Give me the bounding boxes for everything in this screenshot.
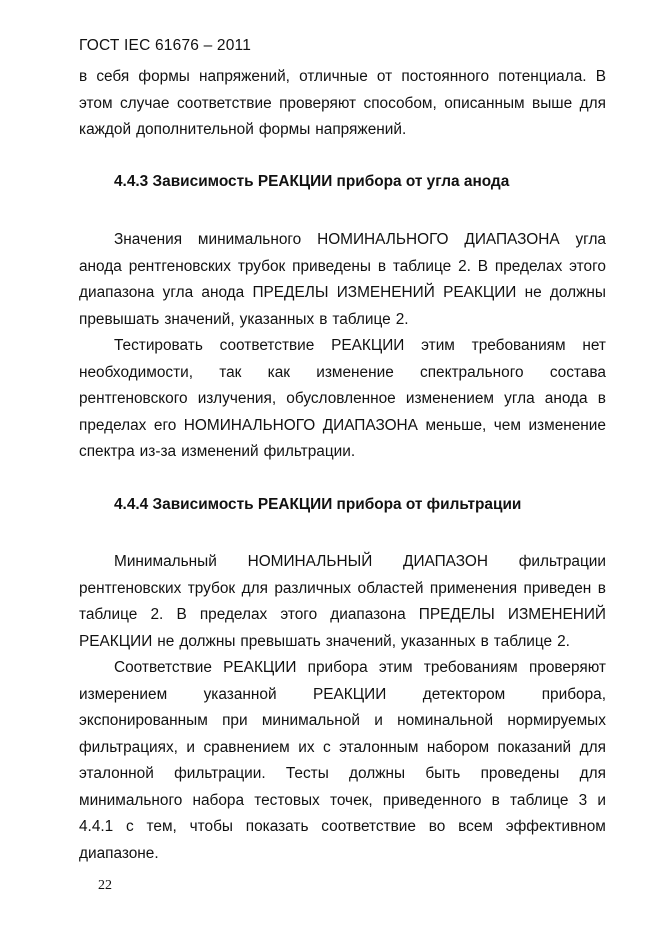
- word: как: [267, 363, 291, 381]
- text-line: [79, 254, 606, 281]
- word: для: [241, 579, 268, 597]
- word: превышать: [240, 632, 321, 650]
- text-line: [79, 280, 606, 307]
- word: указанных: [401, 632, 476, 650]
- word: и: [186, 738, 196, 756]
- word: всем: [458, 818, 493, 835]
- word: этого: [280, 606, 318, 623]
- word: в: [79, 68, 88, 85]
- word: угла: [575, 231, 606, 248]
- word: соответствие: [219, 337, 315, 354]
- text-line: [79, 655, 606, 682]
- word: необходимости,: [79, 363, 194, 381]
- text-line: [79, 629, 606, 656]
- section-heading-4-4-4: 4.4.4 Зависимость РЕАКЦИИ прибора от фильтрации: [114, 496, 522, 513]
- word: превышать: [79, 310, 160, 328]
- word: должны: [349, 765, 406, 782]
- word: анода: [544, 390, 588, 407]
- word: угла: [162, 284, 194, 301]
- word: нормируемых: [507, 712, 606, 729]
- word: трубок: [187, 579, 236, 597]
- word: случае: [119, 94, 170, 112]
- word: показаний: [497, 738, 572, 756]
- word: изменение: [528, 416, 606, 434]
- text-line: [79, 602, 606, 629]
- word: проверяют: [528, 659, 606, 676]
- word: быть: [425, 765, 461, 782]
- text-line: [79, 682, 606, 709]
- word: таблице: [332, 310, 391, 328]
- word: угла: [504, 390, 535, 407]
- text-line: [79, 735, 606, 762]
- word: 2.: [458, 257, 471, 275]
- word: чтобы: [189, 818, 233, 835]
- document-header: ГОСТ IEC 61676 – 2011: [79, 37, 252, 54]
- word: В: [477, 257, 489, 275]
- text-line: [79, 413, 606, 440]
- word: обусловленное: [286, 390, 396, 407]
- word: В: [176, 606, 187, 623]
- word: себя: [96, 68, 130, 85]
- text-line: [79, 708, 606, 735]
- word: ИЗМЕНЕНИЙ: [507, 606, 606, 623]
- word: Тесты: [285, 765, 329, 782]
- word: НОМИНАЛЬНОГО: [317, 231, 449, 248]
- word: из-за: [139, 443, 177, 460]
- text-line: [79, 576, 606, 603]
- text-line: [79, 788, 606, 815]
- text-line: [79, 814, 606, 841]
- word: их: [298, 738, 315, 756]
- word: проверяют: [279, 94, 357, 112]
- word: диапазоне.: [79, 844, 159, 862]
- word: РЕАКЦИИ: [313, 685, 387, 703]
- word: пределах: [494, 257, 563, 275]
- word: каждой: [79, 121, 132, 138]
- word: постоянного: [401, 68, 490, 85]
- word: Соответствие: [114, 659, 212, 676]
- word: описанным: [444, 94, 525, 112]
- paragraph: [79, 655, 606, 867]
- word: требованиям: [423, 659, 518, 676]
- word: указанной: [203, 685, 277, 703]
- word: применения: [429, 579, 518, 597]
- text-line: [79, 333, 606, 360]
- word: приведен: [523, 579, 592, 597]
- word: с: [322, 738, 331, 756]
- word: измерением: [79, 685, 168, 703]
- word: должны: [549, 284, 606, 301]
- word: прибора,: [541, 685, 606, 703]
- text-line: [79, 386, 606, 413]
- word: областей: [357, 579, 424, 597]
- word: в: [319, 310, 328, 328]
- text-line: [79, 841, 606, 868]
- text-line: [79, 307, 606, 334]
- word: 4.4.1: [79, 818, 114, 835]
- word: потенциала.: [498, 68, 587, 85]
- word: экспонированным: [79, 712, 208, 729]
- word: диапазона: [330, 606, 406, 623]
- word: таблице: [510, 791, 569, 809]
- word: Тестировать: [114, 337, 203, 354]
- word: 2.: [557, 632, 570, 650]
- word: таблице: [493, 632, 553, 650]
- word: не: [524, 284, 542, 301]
- word: излучения,: [197, 390, 277, 407]
- word: в: [377, 257, 386, 275]
- word: эталонным: [339, 738, 419, 756]
- word: для: [579, 765, 606, 782]
- word: НОМИНАЛЬНЫЙ: [247, 553, 373, 570]
- word: Значения: [114, 231, 183, 248]
- word: требованиям: [471, 337, 566, 354]
- word: этом: [79, 94, 113, 112]
- page-number: 22: [98, 878, 112, 893]
- word: изменение: [316, 363, 394, 381]
- word: спектрального: [420, 363, 524, 381]
- word: ДИАПАЗОНА: [464, 231, 560, 248]
- word: значений,: [164, 310, 235, 328]
- word: сравнением: [203, 738, 290, 756]
- word: эталонной: [79, 765, 154, 782]
- word: в: [597, 579, 606, 597]
- word: РЕАКЦИИ: [331, 337, 405, 354]
- word: фильтрации.: [263, 443, 356, 460]
- word: напряжений.: [315, 121, 407, 138]
- word: в: [597, 390, 606, 407]
- word: тем,: [146, 818, 177, 835]
- word: диапазона: [79, 284, 155, 301]
- word: значений,: [325, 632, 397, 650]
- word: формы: [138, 68, 190, 85]
- word: ДИАПАЗОН: [403, 553, 488, 570]
- word: детектором: [422, 685, 506, 703]
- word: напряжений,: [199, 68, 290, 85]
- word: формы: [258, 121, 311, 138]
- word: ПРЕДЕЛЫ: [418, 606, 495, 623]
- word: минимального: [79, 791, 183, 809]
- text-line: [79, 227, 606, 254]
- word: Минимальный: [114, 553, 217, 570]
- word: фильтрации: [518, 553, 606, 570]
- paragraph: [79, 549, 606, 655]
- word: спектра: [79, 443, 135, 460]
- word: номинальной: [397, 712, 494, 729]
- word: меньше,: [425, 416, 487, 434]
- word: дополнительной: [136, 121, 254, 138]
- word: таблице: [79, 606, 138, 623]
- word: пределах: [199, 606, 268, 623]
- word: ДИАПАЗОНА: [322, 416, 418, 434]
- word: его: [153, 416, 177, 434]
- word: фильтрации.: [174, 765, 266, 782]
- word: точек,: [329, 791, 373, 809]
- word: РЕАКЦИИ: [223, 659, 297, 676]
- text-line: [79, 117, 606, 144]
- word: рентгеновских: [79, 579, 182, 597]
- text-line: [79, 549, 606, 576]
- word: прибора: [307, 659, 368, 676]
- word: таблице: [392, 257, 452, 275]
- word: рентгеновского: [79, 390, 188, 407]
- word: для: [579, 94, 606, 112]
- word: различных: [274, 579, 352, 597]
- text-line: [79, 64, 606, 91]
- word: приведены: [292, 257, 371, 275]
- word: изменением: [405, 390, 494, 407]
- paragraph: [79, 227, 606, 333]
- word: в: [480, 632, 489, 650]
- text-line: [79, 439, 606, 466]
- word: нет: [582, 337, 606, 354]
- word: соответствие: [321, 818, 416, 835]
- word: указанных: [239, 310, 315, 328]
- word: от: [376, 68, 393, 85]
- word: выше: [532, 94, 573, 112]
- word: анода: [79, 257, 122, 275]
- word: состава: [549, 363, 606, 381]
- word: с: [126, 818, 134, 835]
- word: набора: [192, 791, 245, 809]
- word: и: [597, 791, 606, 809]
- word: тестовых: [254, 791, 320, 809]
- word: этим: [421, 337, 455, 354]
- word: эффективном: [505, 818, 606, 835]
- paragraph: [79, 333, 606, 466]
- word: проведены: [480, 765, 560, 782]
- paragraph: [79, 64, 606, 144]
- word: РЕАКЦИИ: [443, 284, 517, 301]
- word: показать: [245, 818, 309, 835]
- section-heading-4-4-3: 4.4.3 Зависимость РЕАКЦИИ прибора от угла анода: [114, 173, 510, 190]
- word: 2.: [395, 310, 409, 328]
- word: во: [428, 818, 446, 835]
- word: пределах: [79, 416, 147, 434]
- word: изменений: [181, 443, 259, 460]
- word: трубок: [237, 257, 286, 275]
- text-line: [79, 360, 606, 387]
- word: так: [219, 363, 242, 381]
- word: фильтрациях,: [79, 738, 178, 756]
- word: минимального: [197, 231, 302, 248]
- word: анода: [201, 284, 245, 301]
- word: НОМИНАЛЬНОГО: [183, 416, 316, 434]
- word: при: [222, 712, 248, 729]
- text-line: [79, 761, 606, 788]
- word: чем: [493, 416, 521, 434]
- word: приведенного: [382, 791, 482, 809]
- word: ПРЕДЕЛЫ: [252, 284, 329, 301]
- word: РЕАКЦИИ: [79, 632, 153, 650]
- text-line: [79, 91, 606, 118]
- word: должны: [179, 632, 236, 650]
- word: способом,: [363, 94, 437, 112]
- word: набором: [426, 738, 490, 756]
- word: В: [595, 68, 606, 85]
- word: не: [157, 632, 175, 650]
- word: 2.: [150, 606, 164, 623]
- word: 3: [578, 791, 588, 809]
- word: рентгеновских: [128, 257, 231, 275]
- word: и: [374, 712, 383, 729]
- word: этого: [569, 257, 606, 275]
- word: соответствие: [176, 94, 272, 112]
- word: для: [579, 738, 606, 756]
- word: ИЗМЕНЕНИЙ: [336, 284, 435, 301]
- word: минимальной: [261, 712, 360, 729]
- word: отличные: [299, 68, 368, 85]
- word: этим: [378, 659, 413, 676]
- word: в: [491, 791, 500, 809]
